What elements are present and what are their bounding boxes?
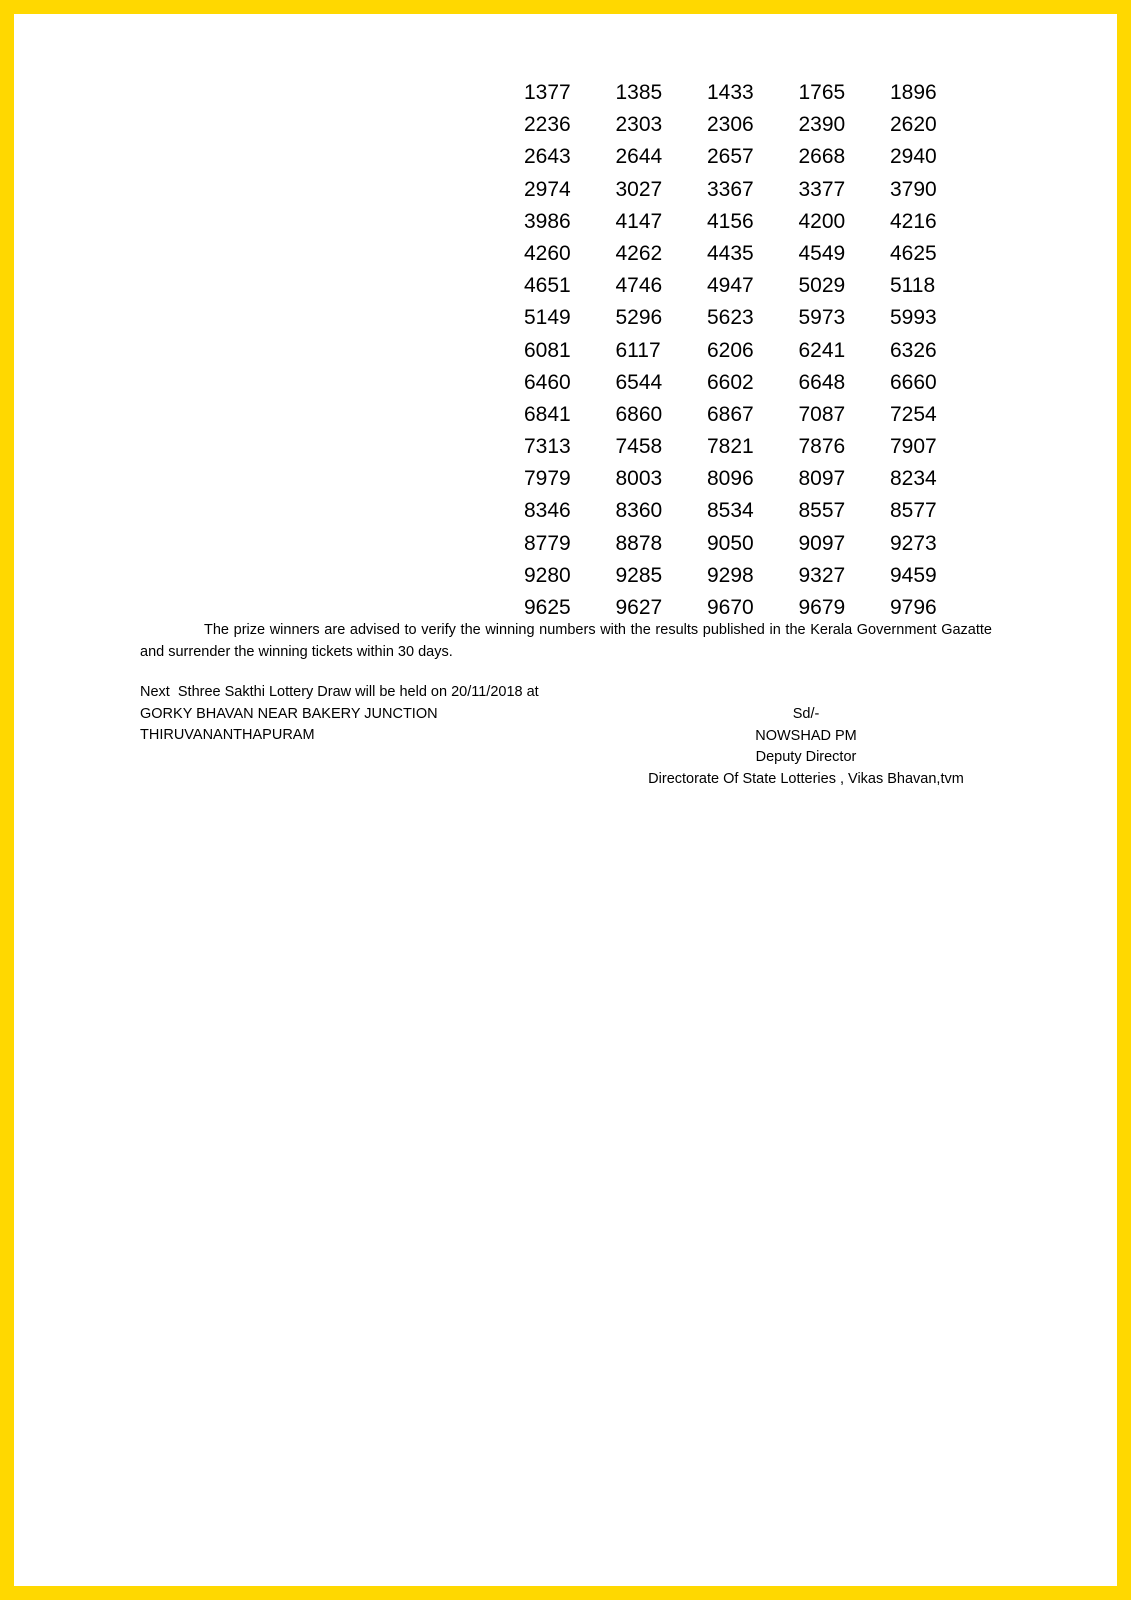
winning-number: 8346: [524, 499, 571, 523]
winning-number: 9273: [890, 531, 937, 555]
winning-number: 6241: [798, 338, 846, 362]
winning-number: 2643: [524, 145, 571, 169]
winning-number: 3367: [707, 177, 754, 201]
winning-number: 8003: [615, 467, 663, 491]
winning-number: 9298: [707, 563, 754, 587]
winning-number: 9627: [615, 596, 663, 619]
winning-number: 6117: [615, 338, 661, 362]
winning-number: 2940: [890, 145, 937, 169]
winning-number: 3790: [890, 177, 937, 201]
next-draw-line-3: THIRUVANANTHAPURAM: [140, 727, 315, 743]
winning-number: 3377: [798, 177, 846, 201]
next-draw-line-1: Next Sthree Sakthi Lottery Draw will be held on 20/11/2018 at: [140, 684, 539, 700]
winning-number: 6081: [524, 338, 571, 362]
winning-number: 7254: [890, 402, 937, 426]
winning-number: 8878: [615, 531, 663, 555]
winning-number: 4200: [798, 209, 846, 233]
signatory-office: Directorate Of State Lotteries , Vikas Bhavan,tvm: [648, 770, 964, 787]
document-page: [14, 14, 1117, 1586]
winning-number: 5118: [890, 274, 936, 298]
winning-number: 9679: [798, 596, 846, 619]
winning-number: 7087: [798, 402, 846, 426]
winning-number: 6660: [890, 370, 937, 394]
winning-number: 8360: [615, 499, 663, 523]
winning-number: 6841: [524, 402, 571, 426]
winning-number: 4625: [890, 241, 937, 265]
winning-number: 8577: [890, 499, 937, 523]
winning-number: 6544: [615, 370, 663, 394]
winning-number: 6860: [615, 402, 663, 426]
winning-number: 6867: [707, 402, 754, 426]
winning-number: 7979: [524, 467, 571, 491]
winning-number: 7876: [798, 435, 846, 459]
winning-number: 2657: [707, 145, 754, 169]
winning-numbers-grid: [524, 77, 982, 624]
next-draw-notice: [140, 682, 539, 747]
winning-number: 4262: [615, 241, 663, 265]
winning-number: 2390: [798, 113, 846, 137]
winning-number: 5973: [798, 306, 846, 330]
winning-number: 7313: [524, 435, 571, 459]
winning-number: 9280: [524, 563, 571, 587]
winning-number: 5623: [707, 306, 754, 330]
winning-number: 5993: [890, 306, 937, 330]
next-draw-line-2: GORKY BHAVAN NEAR BAKERY JUNCTION: [140, 705, 438, 722]
winning-number: 4147: [615, 209, 663, 233]
winning-number: 9796: [890, 596, 937, 619]
signatory-name: NOWSHAD PM: [755, 727, 857, 744]
winning-number: 6206: [707, 338, 754, 362]
winning-number: 7821: [707, 435, 754, 459]
winning-number: 8234: [890, 467, 937, 491]
winning-number: 2644: [615, 145, 663, 169]
winning-number: 8779: [524, 531, 571, 555]
winning-number: 8097: [798, 467, 846, 491]
winning-number: 4260: [524, 241, 571, 265]
winning-number: 9670: [707, 596, 754, 619]
winning-number: 1765: [798, 81, 846, 104]
signature-sd: Sd/-: [792, 706, 820, 722]
winning-number: 4156: [707, 209, 754, 233]
winning-number: 9625: [524, 596, 571, 619]
winning-number: 9097: [798, 531, 846, 555]
winning-number: 7907: [890, 435, 937, 459]
winning-number: 9459: [890, 563, 937, 587]
winning-number: 1377: [524, 81, 571, 104]
winning-number: 5029: [798, 274, 846, 298]
signatory-designation: Deputy Director: [755, 749, 857, 765]
winning-number: 1385: [615, 81, 663, 104]
winning-number: 3027: [615, 177, 663, 201]
signature-block: [636, 704, 976, 790]
winning-number: 1433: [707, 81, 754, 104]
winning-number: 4216: [890, 209, 937, 233]
winning-number: 9327: [798, 563, 846, 587]
winning-number: 2620: [890, 113, 937, 137]
winning-number: 9285: [615, 563, 663, 587]
winning-number: 7458: [615, 435, 663, 459]
winning-number: 8096: [707, 467, 754, 491]
winning-number: 4651: [524, 274, 571, 298]
winning-number: 2236: [524, 113, 571, 137]
winning-number: 8534: [707, 499, 754, 523]
winning-number: 6602: [707, 370, 754, 394]
winning-number: 8557: [798, 499, 846, 523]
winning-number: 9050: [707, 531, 754, 555]
winning-number: 4549: [798, 241, 846, 265]
winning-number: 2306: [707, 113, 754, 137]
winning-number: 3986: [524, 209, 571, 233]
winning-number: 4746: [615, 274, 663, 298]
winning-number: 4947: [707, 274, 754, 298]
winning-number: 5296: [615, 306, 663, 330]
winning-number: 4435: [707, 241, 754, 265]
winning-number: 6648: [798, 370, 846, 394]
winning-number: 2303: [615, 113, 663, 137]
advice-paragraph: The prize winners are advised to verify the winning numbers with the results published in the Kerala Government Gazatte and surrender the winning tickets within 30 days.: [140, 622, 992, 660]
winning-number: 2668: [798, 145, 846, 169]
winning-number: 2974: [524, 177, 571, 201]
winning-number: 6326: [890, 338, 937, 362]
winning-number: 5149: [524, 306, 571, 330]
winning-number: 1896: [890, 81, 937, 104]
winning-number: 6460: [524, 370, 571, 394]
